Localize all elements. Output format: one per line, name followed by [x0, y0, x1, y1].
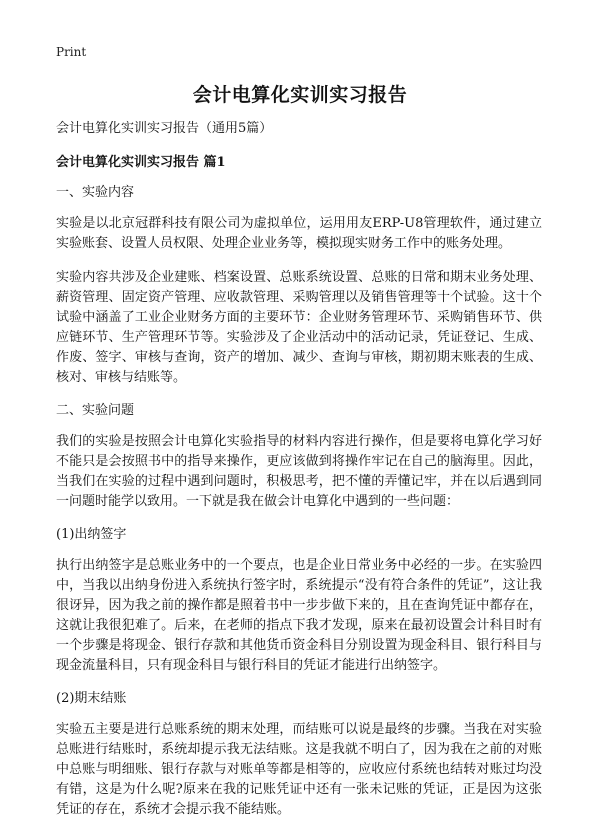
article-heading: 会计电算化实训实习报告 篇1: [56, 155, 226, 170]
section-heading-experiment-problems: 二、实验问题: [56, 403, 135, 418]
paragraph: 执行出纳签字是总账业务中的一个要点，也是企业日常业务中必经的一步。在实验四中，当我以出纳身份进入系统执行签字时，系统提示“没有符合条件的凭证”，这让我很讶异，因为我之前的操作都是照着书中一步步做下来的，且在查询凭证中都存在，这就让我很犯难了。后来，在老师的指点下我才发现，原来在最初设置会计科目时有一个步骤是将现金、银行存款和其他货币资金科目分别设置为现金科目、银行科目与现金流量科目，只有现金科目与银行科目的凭证才能进行出纳签字。: [56, 558, 542, 673]
subheading-period-end-closing: (2)期末结账: [56, 691, 127, 706]
paragraph: 实验五主要是进行总账系统的期末处理，而结账可以说是最终的步骤。当我在对实验总账进行结账时，系统却提示我无法结账。这是我就不明白了，因为我在之前的对账中总账与明细账、银行存款与对账单等都是相等的，应收应付系统也结转对账过均没有错，这是为什么呢?原来在我的记账凭证中还有一张未记账的凭证，正是因为这张凭证的存在，系统才会提示我不能结账。: [56, 722, 542, 817]
document-content: [56, 120, 542, 834]
print-link[interactable]: Print: [56, 45, 87, 59]
section-heading-experiment-content: 一、实验内容: [56, 185, 135, 200]
document-subtitle: 会计电算化实训实习报告（通用5篇）: [56, 121, 273, 136]
paragraph: 实验是以北京冠群科技有限公司为虚拟单位，运用用友ERP-U8管理软件，通过建立实验账套、设置人员权限、处理企业业务等，模拟现实财务工作中的账务处理。: [56, 216, 542, 251]
subheading-cashier-signature: (1)出纳签字: [56, 527, 127, 542]
paragraph: 我们的实验是按照会计电算化实验指导的材料内容进行操作，但是要将电算化学习好不能只是会按照书中的指导来操作，更应该做到将操作牢记在自己的脑海里。因此，当我们在实验的过程中遇到问题时，积极思考，把不懂的弄懂记牢，并在以后遇到同一问题时能学以致用。一下就是我在做会计电算化中遇到的一些问题：: [56, 434, 542, 509]
paragraph: 实验内容共涉及企业建账、档案设置、总账系统设置、总账的日常和期末业务处理、薪资管理、固定资产管理、应收款管理、采购管理以及销售管理等十个试验。这十个试验中涵盖了工业企业财务方面的主要环节：企业财务管理环节、采购销售环节、供应链环节、生产管理环节等。实验涉及了企业活动中的活动记录，凭证登记、生成、作废、签字、审核与查询，资产的增加、减少、查询与审核，期初期末账表的生成、核对、审核与结账等。: [56, 270, 542, 385]
document-title: 会计电算化实训实习报告: [192, 84, 408, 106]
